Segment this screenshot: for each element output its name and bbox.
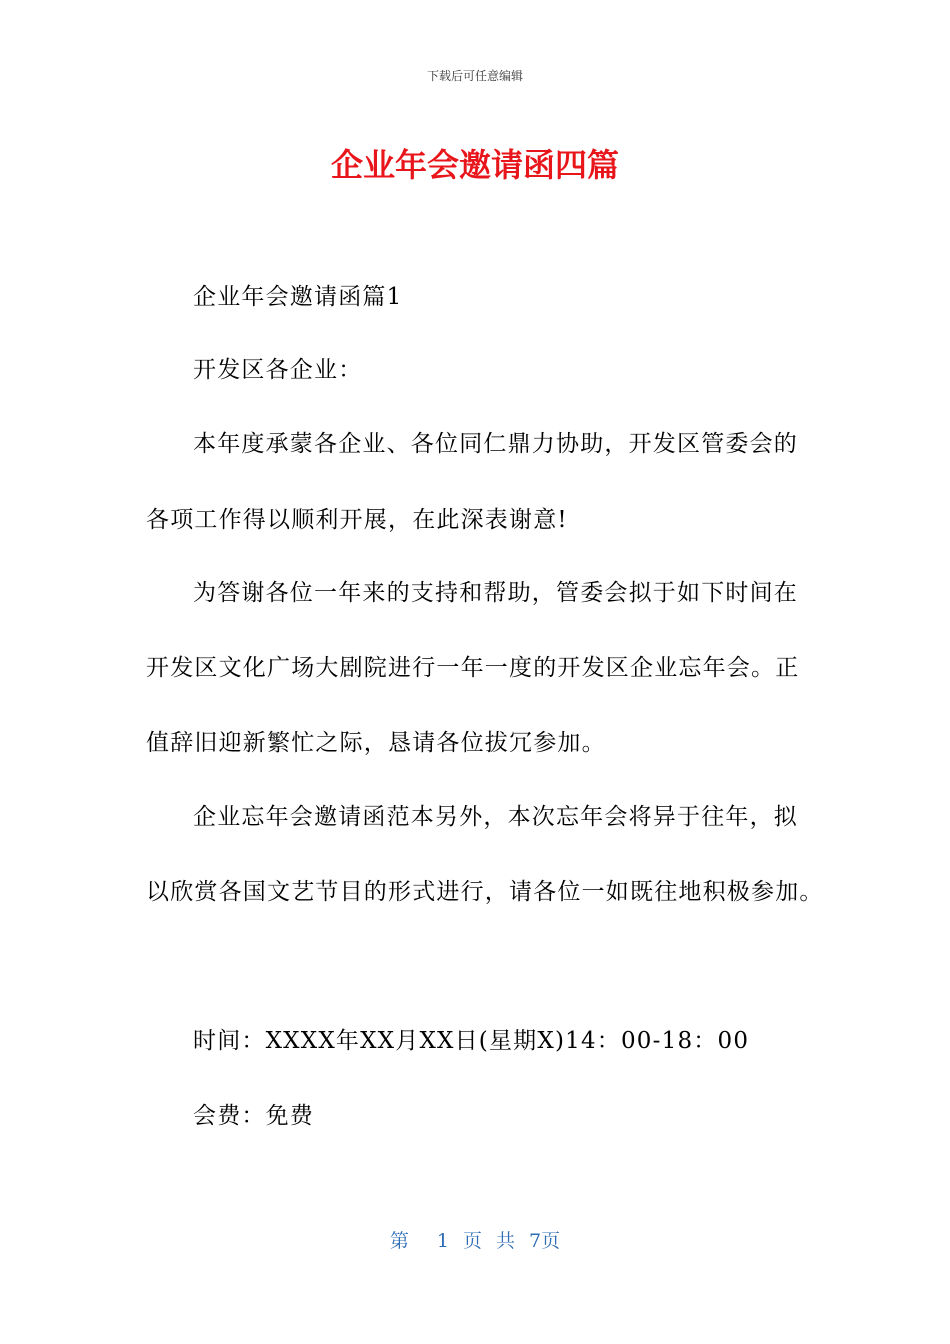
paragraph-line: 值辞旧迎新繁忙之际，恳请各位拔冗参加。 — [146, 730, 606, 756]
page-footer — [0, 1226, 950, 1253]
footer-page-unit: 页 — [462, 1230, 482, 1252]
salutation: 开发区各企业： — [193, 357, 363, 383]
section-heading: 企业年会邀请函篇1 — [193, 284, 403, 310]
paragraph-line: 本年度承蒙各企业、各位同仁鼎力协助，开发区管委会的 — [193, 431, 798, 457]
event-time: 时间：XXXX年XX月XX日(星期X)14：00-18：00 — [193, 1028, 750, 1054]
footer-prefix: 第 — [389, 1230, 409, 1252]
footer-total-prefix: 共 — [496, 1230, 516, 1252]
paragraph-line: 以欣赏各国文艺节目的形式进行，请各位一如既往地积极参加。 — [146, 879, 824, 905]
event-fee: 会费：免费 — [193, 1103, 314, 1129]
footer-total: 7页 — [529, 1230, 561, 1252]
paragraph-line: 各项工作得以顺利开展，在此深表谢意! — [146, 507, 568, 533]
paragraph-line: 开发区文化广场大剧院进行一年一度的开发区企业忘年会。正 — [146, 655, 800, 681]
paragraph-line: 企业忘年会邀请函范本另外，本次忘年会将异于往年，拟 — [193, 804, 798, 830]
header-note: 下载后可任意编辑 — [426, 69, 523, 83]
footer-page-number: 1 — [436, 1230, 449, 1252]
document-title: 企业年会邀请函四篇 — [330, 146, 619, 184]
paragraph-line: 为答谢各位一年来的支持和帮助，管委会拟于如下时间在 — [193, 580, 798, 606]
